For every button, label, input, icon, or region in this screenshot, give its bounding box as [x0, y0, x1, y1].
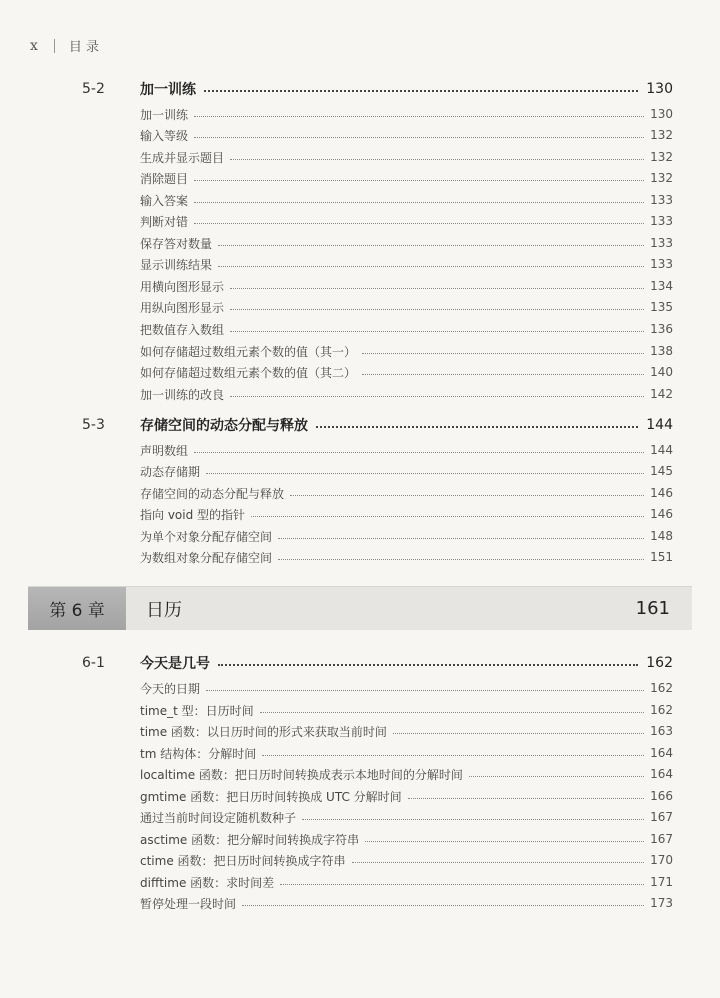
entry-page: 173 — [650, 896, 673, 910]
section-page: 162 — [646, 655, 673, 671]
section-number: 6-1 — [82, 655, 105, 671]
entry-title: localtime 函数：把日历时间转换成表示本地时间的分解时间 — [140, 767, 463, 782]
dot-leader — [194, 116, 644, 117]
entry-page: 167 — [650, 832, 673, 846]
entry-page: 167 — [650, 810, 673, 824]
header-divider — [54, 39, 55, 53]
toc-entry[interactable] — [140, 851, 673, 869]
entry-page: 164 — [650, 767, 673, 781]
dot-leader — [393, 733, 644, 734]
section-page: 144 — [646, 417, 673, 433]
entry-page: 130 — [650, 107, 673, 121]
dot-leader — [194, 452, 644, 453]
entry-title: 用纵向图形显示 — [140, 300, 225, 315]
entry-page: 133 — [650, 257, 673, 271]
dot-leader — [278, 538, 644, 539]
entry-title: 如何存储超过数组元素个数的值（其一） — [140, 344, 357, 359]
dot-leader — [262, 755, 644, 756]
toc-entry[interactable] — [140, 169, 673, 187]
entry-title: 生成并显示题目 — [140, 150, 225, 165]
entry-title: difftime 函数：求时间差 — [140, 875, 275, 890]
entry-page: 133 — [650, 214, 673, 228]
entry-page: 170 — [650, 853, 673, 867]
entry-page: 151 — [650, 550, 673, 564]
section-number: 5-3 — [82, 417, 105, 433]
chapter-label: 第 6 章 — [28, 587, 126, 630]
dot-leader — [218, 245, 644, 246]
section-heading[interactable] — [0, 652, 720, 674]
dot-leader — [365, 841, 644, 842]
entry-title: 存储空间的动态分配与释放 — [140, 486, 285, 501]
toc-entry[interactable] — [140, 148, 673, 166]
entry-title: 判断对错 — [140, 214, 189, 229]
toc-entry[interactable] — [140, 342, 673, 360]
dot-leader — [362, 353, 644, 354]
toc-entry[interactable] — [140, 363, 673, 381]
toc-entry[interactable] — [140, 548, 673, 566]
dot-leader — [230, 159, 644, 160]
entry-title: 显示训练结果 — [140, 257, 213, 272]
toc-entry[interactable] — [140, 894, 673, 912]
toc-entry[interactable] — [140, 234, 673, 252]
toc-entry[interactable] — [140, 722, 673, 740]
toc-entry[interactable] — [140, 277, 673, 295]
entry-page: 166 — [650, 789, 673, 803]
entry-page: 136 — [650, 322, 673, 336]
entry-title: 保存答对数量 — [140, 236, 213, 251]
dot-leader — [204, 90, 638, 92]
entry-title: 把数值存入数组 — [140, 322, 225, 337]
entry-title: 如何存储超过数组元素个数的值（其二） — [140, 365, 357, 380]
entry-title: 为单个对象分配存储空间 — [140, 529, 273, 544]
chapter-title: 日历 — [146, 599, 182, 621]
entry-title: 为数组对象分配存储空间 — [140, 550, 273, 565]
toc-entry[interactable] — [140, 527, 673, 545]
dot-leader — [218, 266, 644, 267]
entry-title: 输入答案 — [140, 193, 189, 208]
entry-title: 通过当前时间设定随机数种子 — [140, 810, 297, 825]
entry-title: 声明数组 — [140, 443, 189, 458]
entry-page: 162 — [650, 703, 673, 717]
entry-title: time_t 型：日历时间 — [140, 703, 254, 718]
section-page: 130 — [646, 81, 673, 97]
dot-leader — [260, 712, 644, 713]
entry-title: 暂停处理一段时间 — [140, 896, 237, 911]
entry-page: 142 — [650, 387, 673, 401]
dot-leader — [194, 180, 644, 181]
toc-entry[interactable] — [140, 873, 673, 891]
toc-entry[interactable] — [140, 385, 673, 403]
entry-title: 消除题目 — [140, 171, 189, 186]
toc-entry[interactable] — [140, 830, 673, 848]
dot-leader — [230, 396, 644, 397]
toc-entry[interactable] — [140, 484, 673, 502]
toc-entry[interactable] — [140, 126, 673, 144]
entry-page: 135 — [650, 300, 673, 314]
entry-title: 动态存储期 — [140, 464, 201, 479]
toc-entry[interactable] — [140, 105, 673, 123]
toc-entry[interactable] — [140, 298, 673, 316]
entry-title: 指向 void 型的指针 — [140, 507, 246, 522]
entry-title: time 函数：以日历时间的形式来获取当前时间 — [140, 724, 387, 739]
dot-leader — [302, 819, 644, 820]
dot-leader — [290, 495, 644, 496]
entry-page: 132 — [650, 150, 673, 164]
page-number: x — [30, 37, 38, 54]
entry-page: 132 — [650, 128, 673, 142]
entry-title: 今天的日期 — [140, 681, 201, 696]
dot-leader — [218, 664, 638, 666]
section-heading[interactable] — [0, 414, 720, 436]
entry-page: 164 — [650, 746, 673, 760]
entry-title: 加一训练的改良 — [140, 387, 225, 402]
dot-leader — [194, 223, 644, 224]
entry-page: 146 — [650, 507, 673, 521]
dot-leader — [278, 559, 644, 560]
toc-entry[interactable] — [140, 441, 673, 459]
dot-leader — [194, 137, 644, 138]
dot-leader — [469, 776, 644, 777]
entry-page: 132 — [650, 171, 673, 185]
dot-leader — [316, 426, 638, 428]
toc-entry[interactable] — [140, 212, 673, 230]
dot-leader — [206, 473, 644, 474]
entry-page: 163 — [650, 724, 673, 738]
entry-title: asctime 函数：把分解时间转换成字符串 — [140, 832, 360, 847]
dot-leader — [230, 331, 644, 332]
dot-leader — [362, 374, 644, 375]
entry-page: 133 — [650, 193, 673, 207]
chapter-page: 161 — [635, 598, 670, 619]
page-header — [30, 36, 99, 55]
dot-leader — [242, 905, 644, 906]
dot-leader — [206, 690, 644, 691]
toc-entry[interactable] — [140, 765, 673, 783]
entry-page: 162 — [650, 681, 673, 695]
section-title: 今天是几号 — [140, 656, 210, 672]
entry-title: gmtime 函数：把日历时间转换成 UTC 分解时间 — [140, 789, 402, 804]
dot-leader — [408, 798, 644, 799]
entry-title: 加一训练 — [140, 107, 189, 122]
entry-title: ctime 函数：把日历时间转换成字符串 — [140, 853, 346, 868]
entry-title: 输入等级 — [140, 128, 189, 143]
toc-entry[interactable] — [140, 505, 673, 523]
dot-leader — [194, 202, 644, 203]
section-heading[interactable] — [0, 78, 720, 100]
entry-page: 134 — [650, 279, 673, 293]
toc-entry[interactable] — [140, 744, 673, 762]
entry-page: 146 — [650, 486, 673, 500]
toc-entry[interactable] — [140, 787, 673, 805]
dot-leader — [230, 309, 644, 310]
dot-leader — [280, 884, 644, 885]
entry-page: 145 — [650, 464, 673, 478]
toc-entry[interactable] — [140, 701, 673, 719]
entry-page: 148 — [650, 529, 673, 543]
toc-entry[interactable] — [140, 679, 673, 697]
toc-entry[interactable] — [140, 462, 673, 480]
entry-page: 138 — [650, 344, 673, 358]
entry-page: 133 — [650, 236, 673, 250]
toc-entry[interactable] — [140, 320, 673, 338]
toc-entry[interactable] — [140, 191, 673, 209]
header-label: 目 录 — [68, 40, 100, 55]
entry-page: 144 — [650, 443, 673, 457]
toc-entry[interactable] — [140, 255, 673, 273]
dot-leader — [230, 288, 644, 289]
section-number: 5-2 — [82, 81, 105, 97]
section-title: 加一训练 — [140, 82, 196, 98]
toc-entry[interactable] — [140, 808, 673, 826]
section-title: 存储空间的动态分配与释放 — [140, 418, 308, 434]
dot-leader — [251, 516, 644, 517]
entry-title: tm 结构体：分解时间 — [140, 746, 257, 761]
entry-title: 用横向图形显示 — [140, 279, 225, 294]
entry-page: 140 — [650, 365, 673, 379]
entry-page: 171 — [650, 875, 673, 889]
chapter-heading[interactable] — [28, 586, 692, 630]
dot-leader — [352, 862, 645, 863]
